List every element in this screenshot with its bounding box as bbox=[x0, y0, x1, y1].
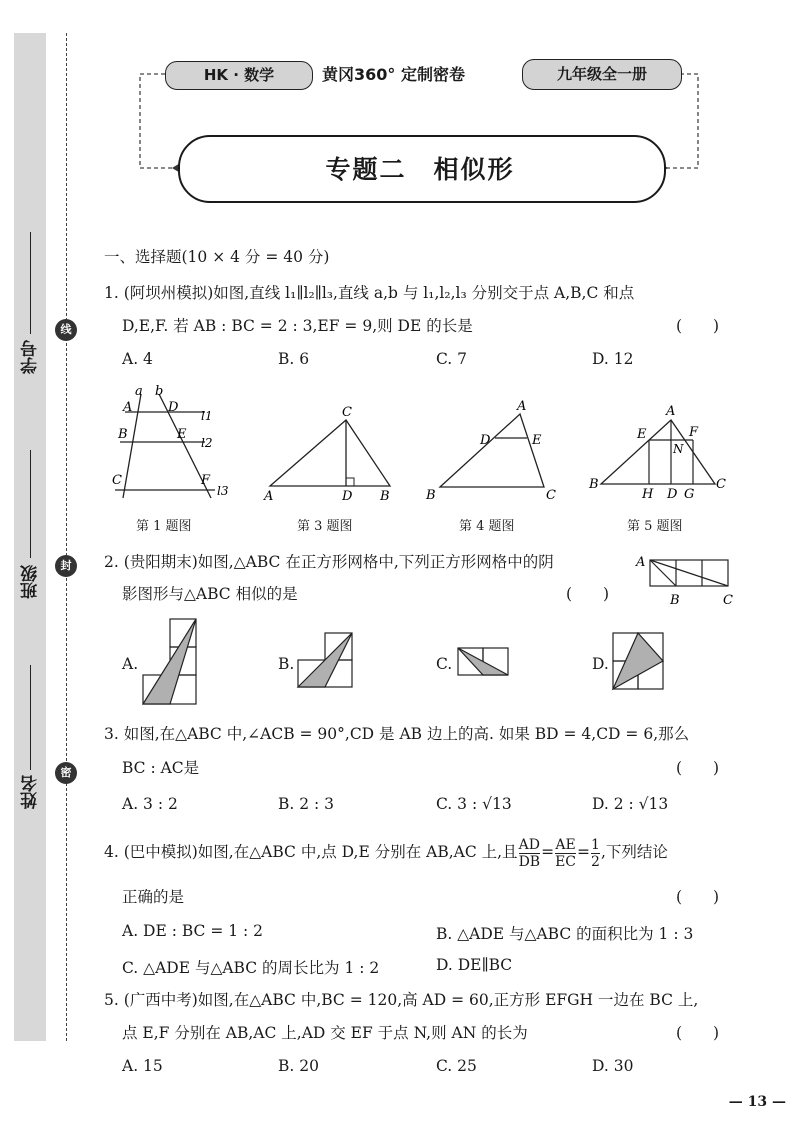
q2-option-b-grid[interactable] bbox=[295, 630, 355, 690]
caption-fig5: 第 5 题图 bbox=[627, 519, 683, 534]
fig2-label-B: B bbox=[670, 593, 680, 608]
fig4-label-B: B bbox=[426, 488, 436, 502]
q5-line1: 5. (广西中考)如图,在△ABC 中,BC = 120,高 AD = 60,正方形 EFGH 一边在 BC 上, bbox=[104, 991, 699, 1009]
fig5-label-C: C bbox=[716, 477, 726, 492]
cut-mark-secret: 密 bbox=[55, 762, 77, 784]
q2-option-a[interactable]: A. bbox=[122, 655, 139, 673]
cut-mark-seal: 封 bbox=[55, 555, 77, 577]
q4-fraction-ad-db: $\frac{AD}{DB}$ bbox=[518, 836, 541, 870]
fig2-label-C: C bbox=[723, 593, 733, 608]
q4-line2: 正确的是 bbox=[122, 888, 185, 906]
class-line bbox=[30, 450, 31, 558]
q2-option-b[interactable]: B. bbox=[278, 655, 295, 673]
figure-2 bbox=[630, 548, 742, 608]
fig5-label-N: N bbox=[673, 442, 684, 456]
q3-answer-bracket[interactable]: ( ) bbox=[676, 759, 720, 777]
q5-option-d[interactable]: D. 30 bbox=[592, 1057, 634, 1075]
fig1-label-A: A bbox=[123, 400, 133, 415]
fig3-label-C: C bbox=[342, 405, 352, 420]
q2-answer-bracket[interactable]: ( ) bbox=[566, 585, 610, 603]
q1-option-c[interactable]: C. 7 bbox=[436, 350, 468, 368]
q5-option-b[interactable]: B. 20 bbox=[278, 1057, 319, 1075]
q1-option-a[interactable]: A. 4 bbox=[122, 350, 153, 368]
q4-fraction-one-half: $\frac{1}{2}$ bbox=[591, 836, 600, 870]
fig3-label-D: D bbox=[342, 489, 353, 503]
figure-4 bbox=[422, 392, 572, 502]
section-heading: 一、选择题(10 × 4 分 = 40 分) bbox=[104, 248, 330, 266]
q2-option-d[interactable]: D. bbox=[592, 655, 609, 673]
fig1-label-l1: l1 bbox=[201, 409, 213, 423]
fig3-label-B: B bbox=[380, 489, 390, 503]
q4-option-c[interactable]: C. △ADE 与△ABC 的周长比为 1 : 2 bbox=[122, 959, 380, 977]
q1-line1: 1. (阿坝州模拟)如图,直线 l₁∥l₂∥l₃,直线 a,b 与 l₁,l₂,l₃ 分别交于点 A,B,C 和点 bbox=[104, 284, 635, 302]
fig3-label-A: A bbox=[264, 489, 274, 503]
fig4-label-C: C bbox=[546, 488, 556, 502]
page-title: 专题二 相似形 bbox=[325, 155, 515, 184]
q2-line2: 影图形与△ABC 相似的是 bbox=[122, 585, 298, 603]
fig4-label-A: A bbox=[517, 399, 527, 414]
name-line bbox=[30, 665, 31, 770]
q5-option-c[interactable]: C. 25 bbox=[436, 1057, 477, 1075]
caption-fig1: 第 1 题图 bbox=[136, 519, 192, 534]
q3-line1: 3. 如图,在△ABC 中,∠ACB = 90°,CD 是 AB 边上的高. 如果 BD = 4,CD = 6,那么 bbox=[104, 725, 690, 743]
q5-answer-bracket[interactable]: ( ) bbox=[676, 1024, 720, 1042]
fig5-label-B: B bbox=[589, 477, 599, 492]
q2-option-c-grid[interactable] bbox=[455, 645, 513, 680]
subject-badge: HK · 数学 bbox=[165, 61, 313, 90]
caption-fig4: 第 4 题图 bbox=[459, 519, 515, 534]
series-title: 黄冈360° 定制密卷 bbox=[322, 65, 465, 84]
q4-answer-bracket[interactable]: ( ) bbox=[676, 888, 720, 906]
caption-fig3: 第 3 题图 bbox=[297, 519, 353, 534]
q1-option-d[interactable]: D. 12 bbox=[592, 350, 634, 368]
fig5-label-A: A bbox=[666, 404, 676, 419]
figure-3 bbox=[258, 398, 408, 503]
q4-line1-text: 4. (巴中模拟)如图,在△ABC 中,点 D,E 分别在 AB,AC 上,且 bbox=[104, 843, 518, 861]
q5-line2: 点 E,F 分别在 AB,AC 上,AD 交 EF 于点 N,则 AN 的长为 bbox=[122, 1024, 528, 1042]
page-number: — 13 — bbox=[728, 1094, 786, 1110]
name-label: 姓名 bbox=[21, 775, 41, 809]
q4-line1-tail: ,下列结论 bbox=[600, 843, 668, 861]
cut-mark-line: 线 bbox=[55, 319, 77, 341]
q1-option-b[interactable]: B. 6 bbox=[278, 350, 310, 368]
fig4-label-E: E bbox=[532, 433, 542, 448]
q3-option-a[interactable]: A. 3 : 2 bbox=[122, 795, 178, 813]
q3-option-d[interactable]: D. 2 : √13 bbox=[592, 795, 669, 813]
fig5-label-G: G bbox=[684, 487, 695, 502]
q3-option-b[interactable]: B. 2 : 3 bbox=[278, 795, 335, 813]
fig5-label-F: F bbox=[689, 425, 699, 440]
fig1-label-a: a bbox=[135, 384, 143, 399]
q4-option-a[interactable]: A. DE : BC = 1 : 2 bbox=[122, 922, 264, 940]
fig5-label-D: D bbox=[667, 487, 678, 502]
q1-answer-bracket[interactable]: ( ) bbox=[676, 317, 720, 335]
fig1-label-l3: l3 bbox=[217, 484, 229, 498]
q4-option-b[interactable]: B. △ADE 与△ABC 的面积比为 1 : 3 bbox=[436, 925, 694, 943]
grade-badge: 九年级全一册 bbox=[522, 59, 682, 90]
fig2-label-A: A bbox=[636, 555, 646, 570]
fig1-label-B: B bbox=[118, 427, 128, 442]
fig1-label-C: C bbox=[112, 473, 122, 488]
fig4-label-D: D bbox=[480, 433, 491, 448]
q2-option-d-grid[interactable] bbox=[610, 630, 670, 692]
q3-line2: BC : AC是 bbox=[122, 759, 200, 777]
figure-1 bbox=[105, 380, 235, 505]
fig1-label-D: D bbox=[168, 400, 179, 415]
fig1-label-b: b bbox=[155, 384, 164, 399]
fig1-label-l2: l2 bbox=[201, 436, 213, 450]
q2-option-a-grid[interactable] bbox=[140, 616, 200, 708]
q2-option-c[interactable]: C. bbox=[436, 655, 453, 673]
q4-fraction-ae-ec: $\frac{AE}{EC}$ bbox=[555, 836, 577, 870]
class-label: 班级 bbox=[21, 565, 41, 599]
q3-option-c[interactable]: C. 3 : √13 bbox=[436, 795, 512, 813]
q4-line1: 4. (巴中模拟)如图,在△ABC 中,点 D,E 分别在 AB,AC 上,且 $\frac{AD}{DB}$ = $\frac{AE}{EC}$ = $\frac{1}{2}$ ,下列结论 bbox=[104, 836, 668, 870]
figure-5 bbox=[585, 398, 735, 503]
q4-option-d[interactable]: D. DE∥BC bbox=[436, 956, 513, 974]
fig5-label-E: E bbox=[637, 427, 647, 442]
fig1-label-E: E bbox=[177, 427, 187, 442]
student-id-label: 学号 bbox=[21, 340, 41, 374]
fig1-label-F: F bbox=[201, 473, 211, 488]
fig5-label-H: H bbox=[642, 487, 654, 502]
student-id-line bbox=[30, 232, 31, 334]
q2-line1: 2. (贵阳期末)如图,△ABC 在正方形网格中,下列正方形网格中的阴 bbox=[104, 553, 554, 571]
q1-line2: D,E,F. 若 AB : BC = 2 : 3,EF = 9,则 DE 的长是 bbox=[122, 317, 473, 335]
q5-option-a[interactable]: A. 15 bbox=[122, 1057, 163, 1075]
